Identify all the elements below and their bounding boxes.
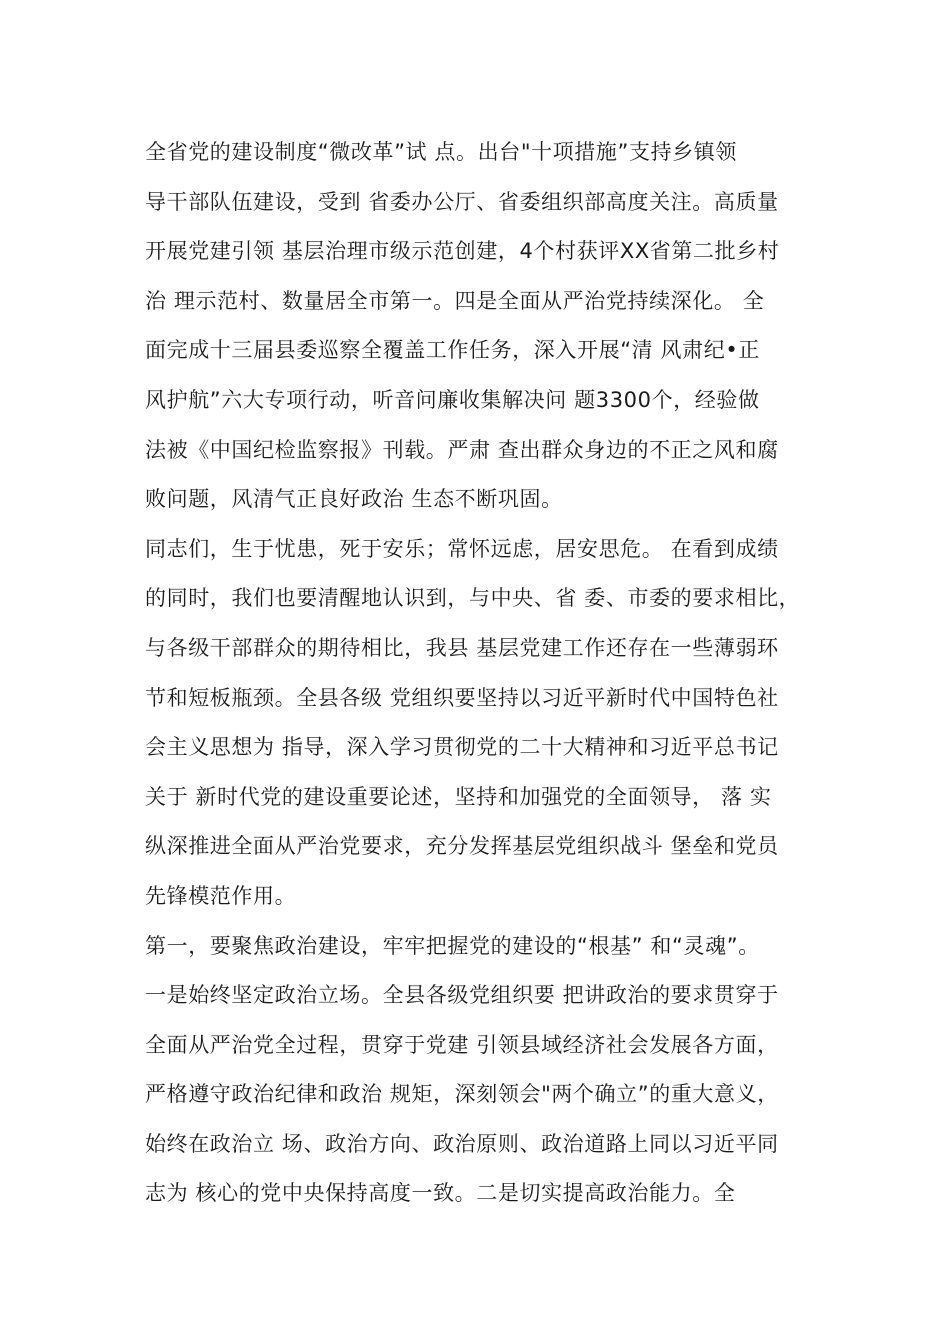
text-line: 开展党建引领 基层治理市级示范创建，4个村获评XX省第二批乡村	[145, 239, 780, 264]
text-line: 法被《中国纪检监察报》刊载。严肃 查出群众身边的不正之风和腐	[145, 437, 779, 462]
text-line: 面完成十三届县委巡察全覆盖工作任务，深入开展“清 风肃纪•正	[145, 338, 760, 363]
text-line: 志为 核心的党中央保持高度一致。二是切实提高政治能力。全	[145, 1181, 736, 1206]
text-line: 纵深推进全面从严治党要求，充分发挥基层党组织战斗 堡垒和党员	[145, 834, 779, 859]
text-line: 一是始终坚定政治立场。全县各级党组织要 把讲政治的要求贯穿于	[145, 983, 779, 1008]
text-line: 始终在政治立 场、政治方向、政治原则、政治道路上同以习近平同	[145, 1131, 779, 1156]
text-line: 全面从严治党全过程，贯穿于党建 引领县域经济社会发展各方面，	[145, 1032, 779, 1057]
text-line: 第一，要聚焦政治建设，牢牢把握党的建设的“根基” 和“灵魂”。	[145, 933, 760, 958]
text-line: 节和短板瓶颈。全县各级 党组织要坚持以习近平新时代中国特色社	[145, 685, 779, 710]
text-line: 会主义思想为 指导，深入学习贯彻党的二十大精神和习近平总书记	[145, 735, 779, 760]
text-line: 严格遵守政治纪律和政治 规矩，深刻领会"两个确立”的重大意义，	[145, 1082, 779, 1107]
text-line: 败问题，风清气正良好政治 生态不断巩固。	[145, 487, 563, 512]
text-line: 风护航”六大专项行动，听音问廉收集解决问 题3300个，经验做	[145, 387, 760, 412]
text-line: 导干部队伍建设，受到 省委办公厅、省委组织部高度关注。高质量	[145, 189, 779, 214]
text-line: 与各级干部群众的期待相比，我县 基层党建工作还存在一些薄弱环	[145, 635, 779, 660]
text-line: 治 理示范村、数量居全市第一。四是全面从严治党持续深化。 全	[145, 288, 765, 313]
text-line: 先锋模范作用。	[145, 883, 297, 908]
body-text	[145, 128, 835, 1219]
text-line: 关于 新时代党的建设重要论述，坚持和加强党的全面领导， 落 实	[145, 784, 772, 809]
text-line: 全省党的建设制度“微改革”试 点。出台"十项措施”支持乡镇领	[145, 140, 737, 164]
text-line: 同志们，生于忧患，死于安乐；常怀远虑，居安思危。 在看到成绩	[145, 536, 779, 561]
text-line: 的同时，我们也要清醒地认识到，与中央、省 委、市委的要求相比，	[145, 586, 801, 611]
